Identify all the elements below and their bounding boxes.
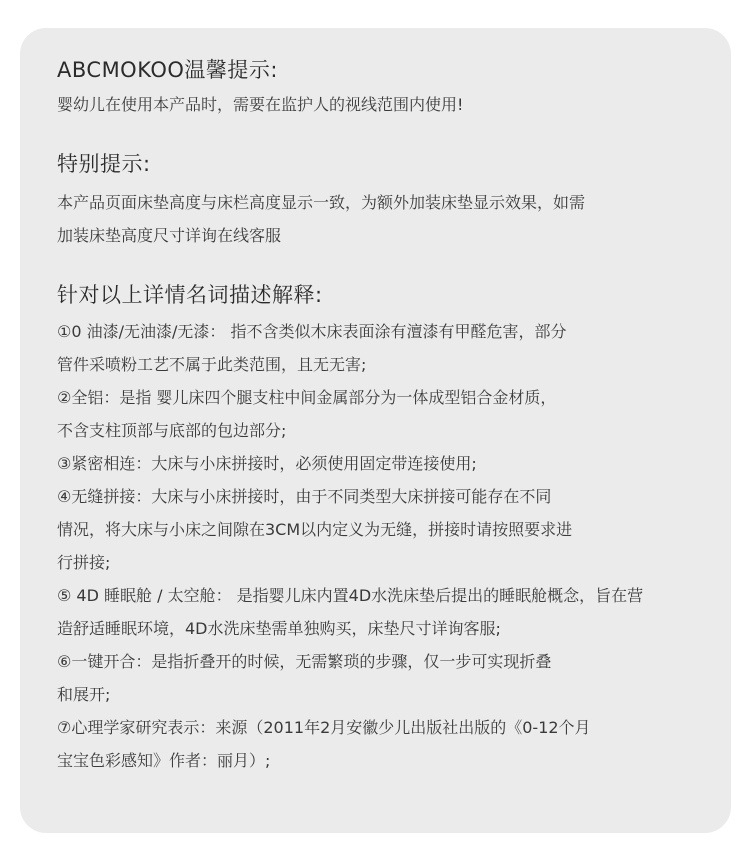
term-item-7: ⑦心理学家研究表示：来源（2011年2月安徽少儿出版社出版的《0-12个月 宝宝色彩感知》作者：丽月）;: [57, 718, 591, 770]
warm-tips-body: 婴幼儿在使用本产品时，需要在监护人的视线范围内使用!: [57, 95, 464, 114]
special-notice-title: 特别提示:: [57, 152, 151, 176]
warm-tips-title: ABCMOKOO温馨提示:: [57, 58, 278, 82]
special-notice-body: 本产品页面床垫高度与床栏高度显示一致，为额外加装床垫显示效果，如需 加装床垫高度尺寸详询在线客服: [57, 193, 586, 245]
term-item-6: ⑥一键开合：是指折叠开的时候，无需繁琐的步骤，仅一步可实现折叠 和展开;: [57, 652, 552, 704]
term-item-4: ④无缝拼接：大床与小床拼接时，由于不同类型大床拼接可能存在不同 情况，将大床与小床之间隙在3CM以内定义为无缝，拼接时请按照要求进 行拼接;: [57, 487, 573, 572]
term-item-1: ①0 油漆/无油漆/无漆： 指不含类似木床表面涂有澶漆有甲醛危害，部分 管件采喷粉工艺不属于此类范围，且无无害;: [57, 322, 567, 374]
term-item-3: ③紧密相连：大床与小床拼接时，必须使用固定带连接使用;: [57, 454, 477, 473]
term-item-2: ②全铝：是指 婴儿床四个腿支柱中间金属部分为一体成型铝合金材质， 不含支柱顶部与底部的包边部分;: [57, 388, 557, 440]
notice-card: [20, 28, 731, 833]
term-explanation-list: [57, 315, 711, 777]
term-item-5: ⑤ 4D 睡眠舱 / 太空舱： 是指婴儿床内置4D水洗床垫后提出的睡眠舱概念，旨在营 造舒适睡眠环境，4D水洗床垫需单独购买，床垫尺寸详询客服;: [57, 586, 644, 638]
term-explanation-title: 针对以上详情名词描述解释:: [57, 283, 323, 307]
